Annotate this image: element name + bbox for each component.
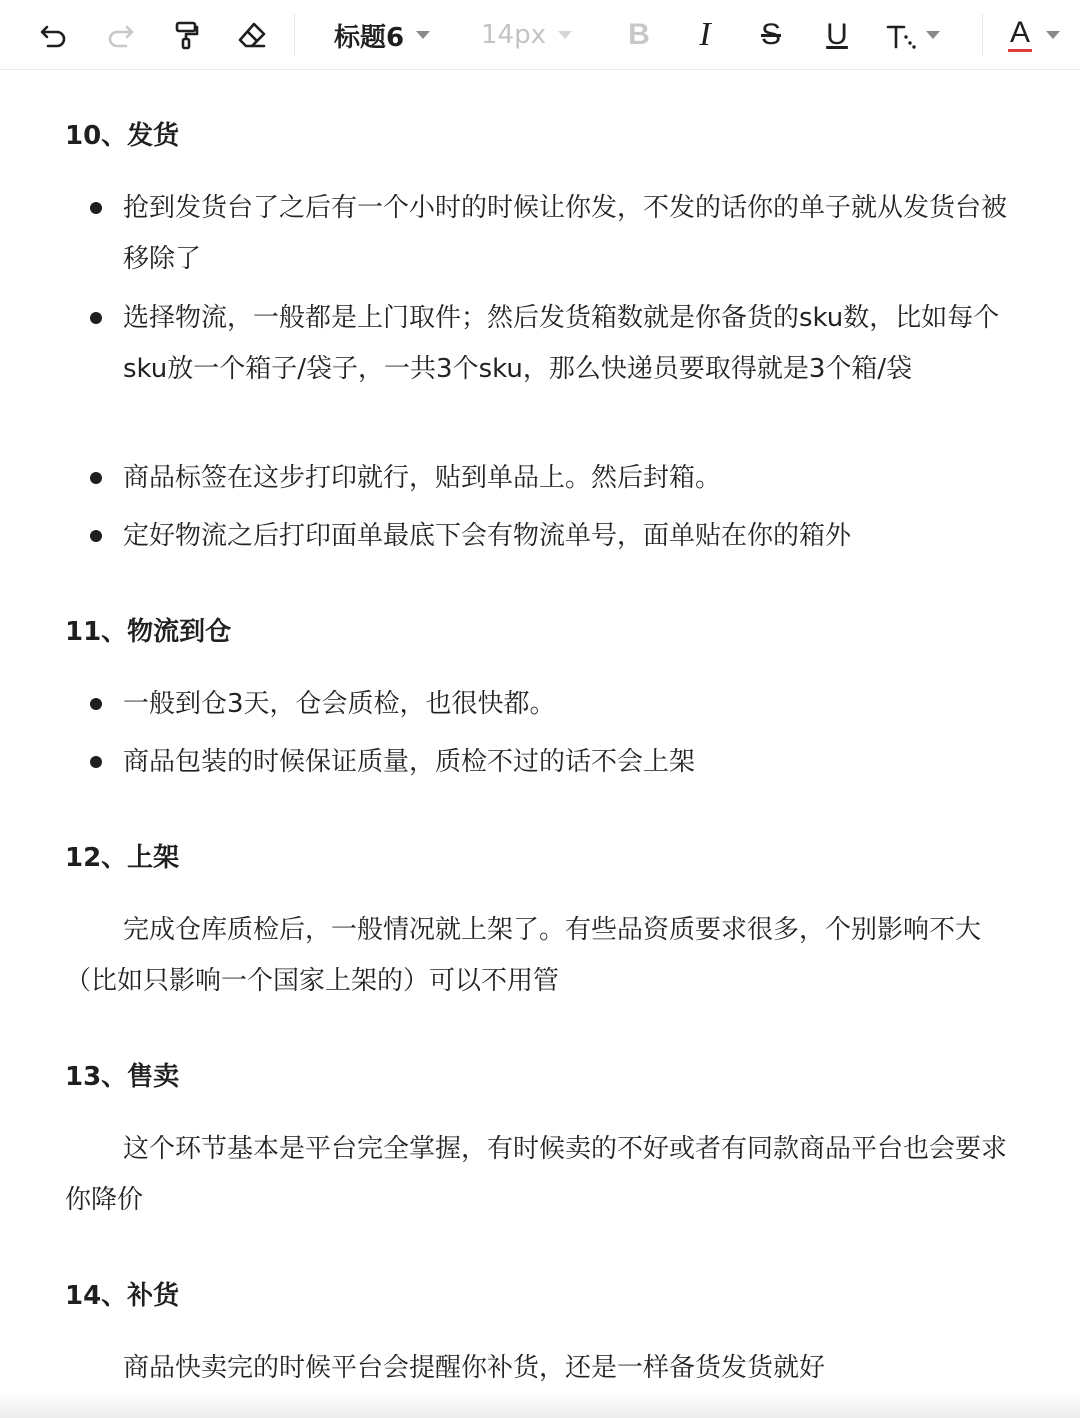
text-color-glyph: A [1009,16,1030,49]
list-item-text: 商品标签在这步打印就行，贴到单品上。然后封箱。 [123,463,722,493]
section-heading: 14、补货 [65,1281,180,1311]
redo-button[interactable] [100,0,140,70]
list-item [123,183,1008,285]
eraser-icon [236,19,268,51]
chevron-down-icon [558,31,572,39]
list-item [123,679,1008,730]
bullet-marker [90,312,102,324]
format-painter-icon [170,19,202,51]
toolbar-divider [982,14,983,56]
section-heading: 13、售卖 [65,1062,180,1092]
italic-icon: I [699,16,711,53]
toolbar-divider [294,14,295,56]
list-item-text: 选择物流，一般都是上门取件；然后发货箱数就是你备货的sku数，比如每个sku放一个箱子/袋子，一共3个sku，那么快递员要取得就是3个箱/袋 [123,303,1000,384]
chevron-down-icon [416,31,430,39]
underline-icon: U [826,18,848,51]
section-paragraph: 这个环节基本是平台完全掌握，有时候卖的不好或者有同款商品平台也会要求你降价 [65,1134,1008,1215]
font-size-select[interactable] [481,0,591,70]
superscript-select[interactable] [884,0,960,70]
italic-button[interactable] [686,0,724,70]
font-size-select-value: 14px [481,20,546,50]
format-painter-button[interactable] [166,0,206,70]
chevron-down-icon [1046,31,1060,39]
bullet-marker [90,202,102,214]
list-item [123,511,1008,562]
list-item-text: 抢到发货台了之后有一个小时的时候让你发，不发的话你的单子就从发货台被移除了 [123,193,1008,274]
list-item-text: 商品包装的时候保证质量，质检不过的话不会上架 [123,747,696,777]
heading-select[interactable] [334,0,446,70]
strikethrough-icon: S [760,18,781,51]
undo-icon [38,19,70,51]
list-item-text: 定好物流之后打印面单最底下会有物流单号，面单贴在你的箱外 [123,521,852,551]
superscript-icon [884,19,918,51]
bullet-marker [90,472,102,484]
chevron-down-icon [926,31,940,39]
bold-button[interactable] [620,0,658,70]
list-item [123,453,1008,504]
editor-toolbar [0,0,1080,70]
list-item [123,293,1008,395]
strikethrough-button[interactable] [752,0,790,70]
undo-button[interactable] [34,0,74,70]
section-heading: 10、发货 [65,121,180,151]
section-paragraph: 商品快卖完的时候平台会提醒你补货，还是一样备货发货就好 [123,1353,826,1383]
bullet-marker [90,698,102,710]
color-swatch [1008,49,1032,52]
section-heading: 12、上架 [65,843,180,873]
heading-select-value: 标题6 [334,22,405,53]
redo-icon [104,19,136,51]
list-item-text: 一般到仓3天，仓会质检，也很快都。 [123,689,556,719]
bullet-marker [90,756,102,768]
list-item [123,737,1008,788]
clear-format-button[interactable] [232,0,272,70]
text-color-icon [1008,18,1032,52]
bullet-marker [90,530,102,542]
underline-button[interactable] [818,0,856,70]
section-paragraph: 完成仓库质检后，一般情况就上架了。有些品资质要求很多，个别影响不大（比如只影响一个国家上架的）可以不用管 [65,915,982,996]
bold-icon: B [628,18,650,51]
document-body[interactable] [0,70,1080,1418]
section-heading: 11、物流到仓 [65,617,232,647]
bottom-shadow [0,1392,1080,1418]
text-color-select[interactable] [1008,0,1078,70]
